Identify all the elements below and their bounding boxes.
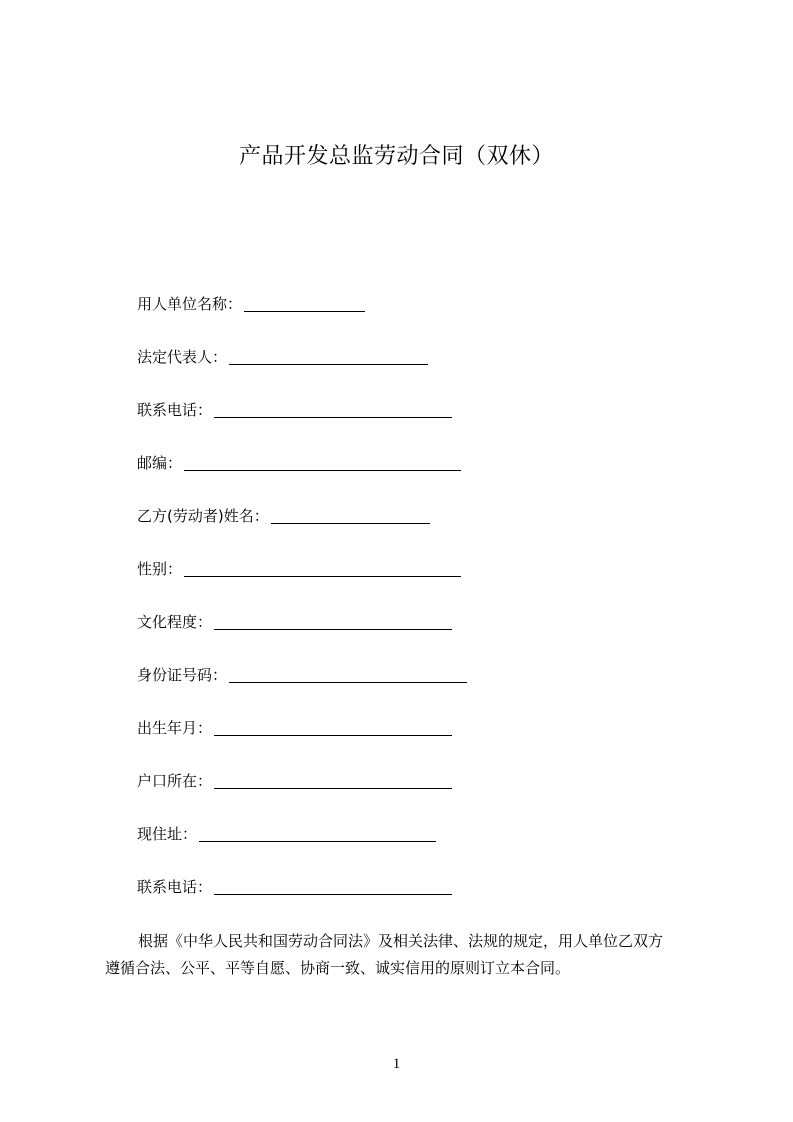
field-label: 户口所在： (137, 772, 213, 790)
fill-in-blank (229, 668, 467, 683)
field-gender (137, 555, 461, 579)
field-id-number (137, 661, 467, 685)
page-number: 1 (392, 1056, 401, 1072)
field-label: 性别： (137, 560, 183, 578)
document-title: 产品开发总监劳动合同（双休） (238, 144, 554, 169)
field-label: 乙方(劳动者)姓名： (137, 507, 269, 525)
field-label: 联系电话： (137, 878, 213, 896)
field-education (137, 608, 452, 632)
fill-in-blank (271, 509, 430, 524)
field-employee-phone (137, 873, 452, 897)
field-label: 联系电话： (137, 401, 213, 419)
fill-in-blank (214, 721, 452, 736)
fill-in-blank (184, 562, 461, 577)
fill-in-blank (214, 615, 452, 630)
field-birth-date (137, 714, 452, 738)
fill-in-blank (214, 774, 452, 789)
field-employer-phone (137, 396, 452, 420)
fill-in-blank (184, 456, 461, 471)
fill-in-blank (244, 297, 365, 312)
fill-in-blank (229, 350, 428, 365)
preamble-line-2: 遵循合法、公平、平等自愿、协商一致、诚实信用的原则订立本合同。 (105, 959, 571, 977)
field-label: 邮编： (137, 454, 183, 472)
field-label: 身份证号码： (137, 666, 228, 684)
field-label: 现住址： (137, 825, 198, 843)
field-label: 出生年月： (137, 719, 213, 737)
field-label: 文化程度： (137, 613, 213, 631)
field-employee-name (137, 502, 430, 526)
field-current-address (137, 820, 436, 844)
field-employer-name (137, 290, 365, 314)
field-label: 法定代表人： (137, 348, 228, 366)
field-label: 用人单位名称： (137, 295, 243, 313)
preamble-line-1: 根据《中华人民共和国劳动合同法》及相关法律、法规的规定，用人单位乙双方 (138, 932, 664, 950)
fill-in-blank (214, 880, 452, 895)
field-household-registration (137, 767, 452, 791)
field-postcode (137, 449, 461, 473)
fill-in-blank (199, 827, 436, 842)
field-legal-representative (137, 343, 428, 367)
preamble-paragraph (105, 928, 705, 982)
fill-in-blank (214, 403, 452, 418)
